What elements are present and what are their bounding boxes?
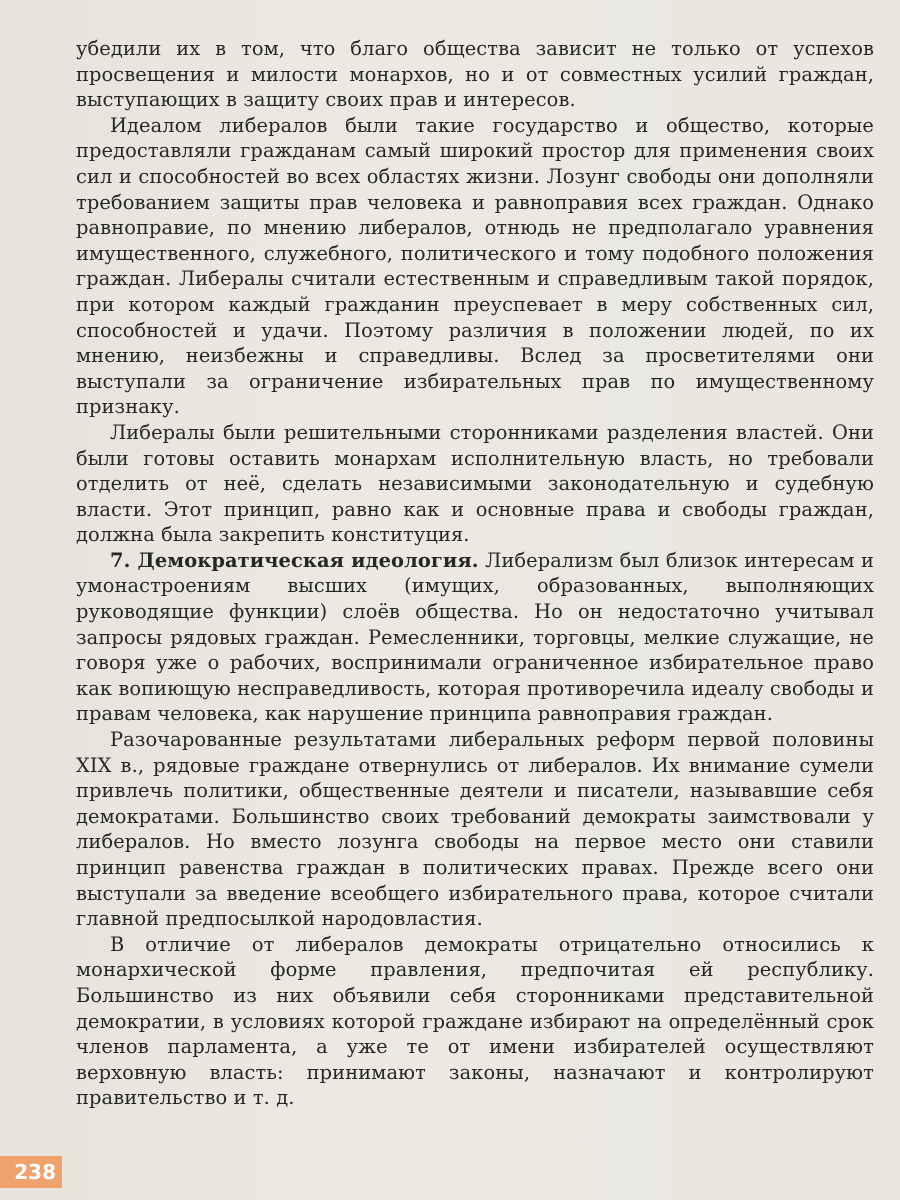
paragraph-disappointed-citizens: Разочарованные результатами либеральных реформ первой половины XIX в., рядовые граждане отвернулись от либералов. Их внимание сумели привлечь политики, общественные деятели и писатели, называвшие себя демократами. Большинство своих требований демократы заимствовали у либералов. Но вместо лозунга свободы на первое место они ставили принцип равенства граждан в политических правах. Прежде всего они выступали за введение всеобщего избирательного права, которое считали главной предпосылкой народовластия. [76,728,874,931]
paragraph-continuation: убедили их в том, что благо общества зависит не только от успехов просвещения и милости монархов, но и от совместных усилий граждан, выступающих в защиту своих прав и интересов. [76,37,874,112]
section-text: Либерализм был близок интересам и умонастроениям высших (имущих, образованных, выполняющих руководящие функции) слоёв общества. Но он недостаточно учитывал запросы рядовых граждан. Ремесленники, торговцы, мелкие служащие, не говоря уже о рабочих, воспринимали ограниченное избирательное право как вопиющую несправедливость, которая противоречила идеалу свободы и правам человека, как нарушение принципа равноправия граждан. [76,548,874,726]
paragraph-liberal-ideal: Идеалом либералов были такие государство и общество, которые предоставляли гражданам самый широкий простор для применения своих сил и способностей во всех областях жизни. Лозунг свободы они дополняли требованием защиты прав человека и равноправия всех граждан. Однако равноправие, по мнению либералов, отнюдь не предполагало уравнения имущественного, служебного, политического и тому подобного положения граждан. Либералы считали естественным и справедливым такой порядок, при котором каждый гражданин преуспевает в меру собственных сил, способностей и удачи. Поэтому различия в положении людей, по их мнению, неизбежны и справедливы. Вслед за просветителями они выступали за ограничение избирательных прав по имущественному признаку. [76,113,874,419]
section-heading: 7. Демократическая идеология. [110,548,479,572]
paragraph-separation-of-powers: Либералы были решительными сторонниками разделения властей. Они были готовы оставить монархам исполнительную власть, но требовали отделить от неё, сделать независимыми законодательную и судебную власти. Этот принцип, равно как и основные права и свободы граждан, должна была закрепить конституция. [76,420,874,547]
page-number: 238 [0,1156,62,1188]
paragraph-democratic-ideology [76,548,874,727]
paragraph-republic: В отличие от либералов демократы отрицательно относились к монархической форме правления, предпочитая ей республику. Большинство из них объявили себя сторонниками представительной демократии, в условиях которой граждане избирают на определённый срок членов парламента, а уже те от имени избирателей осуществляют верховную власть: принимают законы, назначают и контролируют правительство и т. д. [76,932,874,1110]
body-text [76,36,874,1111]
